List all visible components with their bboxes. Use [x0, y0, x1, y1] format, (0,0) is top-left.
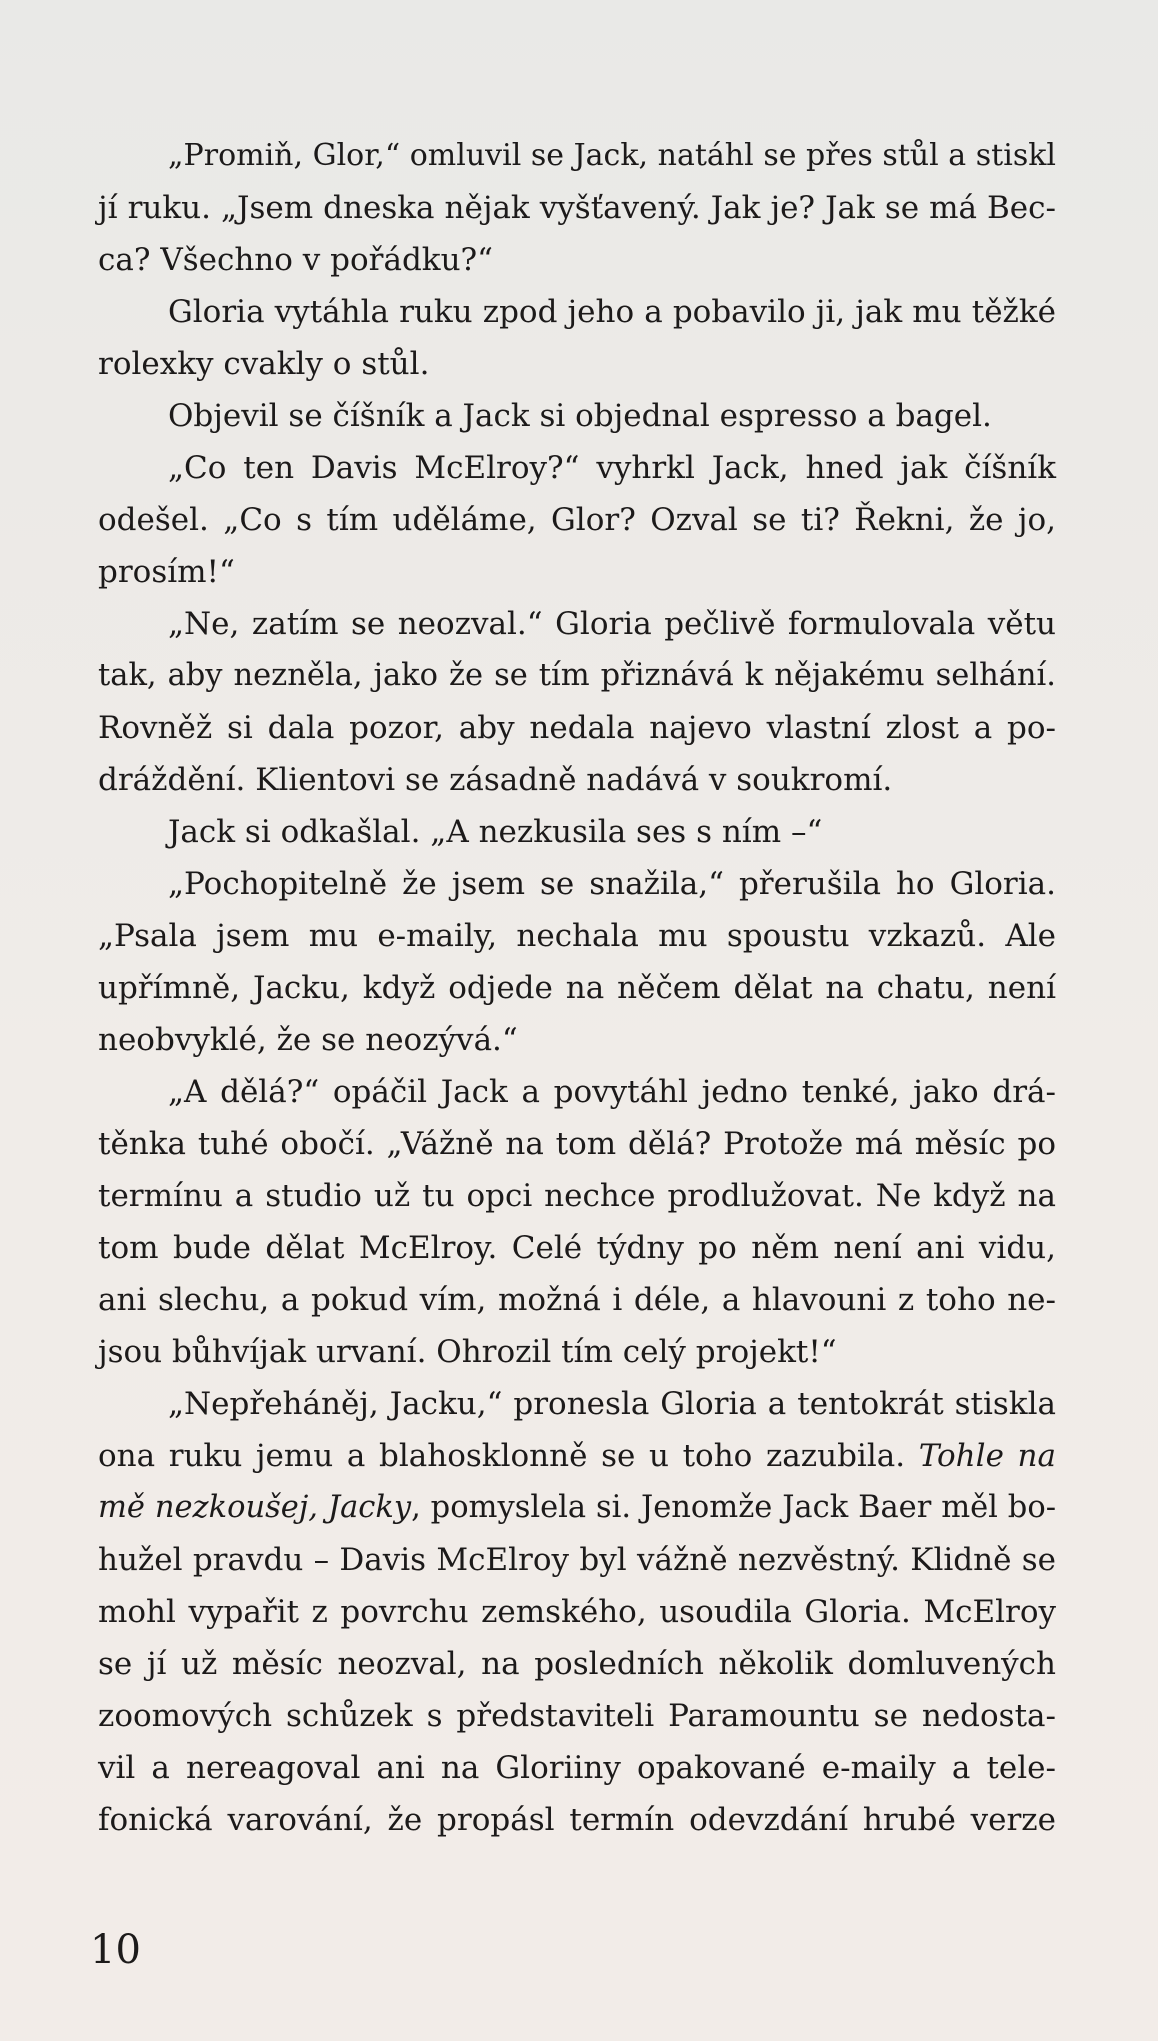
text-line: zoomových schůzek s představiteli Paramountu se nedosta- [98, 1698, 1056, 1734]
text-line: tom bude dělat McElroy. Celé týdny po něm není ani vidu, [98, 1230, 1056, 1266]
text-line: „Psala jsem mu e-maily, nechala mu spoustu vzkazů. Ale [98, 918, 1056, 954]
text-line: termínu a studio už tu opci nechce prodlužovat. Ne když na [98, 1178, 1056, 1214]
text-line: rolexky cvakly o stůl. [98, 346, 430, 382]
text-line: mě nezkoušej, Jacky, pomyslela si. Jenomže Jack Baer měl bo- [98, 1490, 1057, 1525]
text-line: neobvyklé, že se neozývá.“ [98, 1022, 518, 1058]
text-line: fonická varování, že propásl termín odevzdání hrubé verze [98, 1802, 1056, 1838]
text-line: „Pochopitelně že jsem se snažila,“ přerušila ho Gloria. [168, 866, 1056, 902]
text-line: ani slechu, a pokud vím, možná i déle, a hlavouni z toho ne- [98, 1282, 1056, 1318]
text-line: „Ne, zatím se neozval.“ Gloria pečlivě formulovala větu [168, 606, 1056, 642]
text-line: mohl vypařit z povrchu zemského, usoudila Gloria. McElroy [98, 1594, 1056, 1630]
text-line: „Co ten Davis McElroy?“ vyhrkl Jack, hned jak číšník [168, 450, 1056, 486]
text-line: prosím!“ [98, 554, 235, 590]
text-line: Objevil se číšník a Jack si objednal espresso a bagel. [168, 398, 992, 434]
text-line: tak, aby nezněla, jako že se tím přiznává k nějakému selhání. [98, 658, 1056, 693]
text-line: „Nepřeháněj, Jacku,“ pronesla Gloria a tentokrát stiskla [168, 1386, 1056, 1422]
text-line: jsou bůhvíjak urvaní. Ohrozil tím celý projekt!“ [98, 1334, 837, 1370]
text-line: Jack si odkašlal. „A nezkusila ses s ním –“ [168, 814, 823, 850]
text-line: hužel pravdu – Davis McElroy byl vážně nezvěstný. Klidně se [98, 1542, 1056, 1578]
text-line: „Promiň, Glor,“ omluvil se Jack, natáhl se přes stůl a stiskl [168, 138, 1056, 173]
text-line: „A dělá?“ opáčil Jack a povytáhl jedno tenké, jako drá- [168, 1074, 1056, 1110]
text-line: vil a nereagoval ani na Gloriiny opakované e-maily a tele- [98, 1750, 1056, 1786]
text-line: se jí už měsíc neozval, na posledních několik domluvených [98, 1646, 1056, 1682]
text-line: těnka tuhé obočí. „Vážně na tom dělá? Protože má měsíc po [98, 1126, 1056, 1162]
text-line: dráždění. Klientovi se zásadně nadává v soukromí. [98, 762, 893, 798]
text-line: upřímně, Jacku, když odjede na něčem dělat na chatu, není [98, 970, 1056, 1006]
text-line: odešel. „Co s tím uděláme, Glor? Ozval se ti? Řekni, že jo, [98, 502, 1056, 538]
text-line: ca? Všechno v pořádku?“ [98, 242, 494, 278]
text-line: Gloria vytáhla ruku zpod jeho a pobavilo ji, jak mu těžké [168, 294, 1056, 330]
text-line: ona ruku jemu a blahosklonně se u toho zazubila. Tohle na [98, 1438, 1056, 1474]
text-line: Rovněž si dala pozor, aby nedala najevo vlastní zlost a po- [98, 710, 1056, 746]
text-line: jí ruku. „Jsem dneska nějak vyšťavený. Jak je? Jak se má Bec- [98, 190, 1056, 226]
page-number: 10 [90, 1927, 141, 1973]
